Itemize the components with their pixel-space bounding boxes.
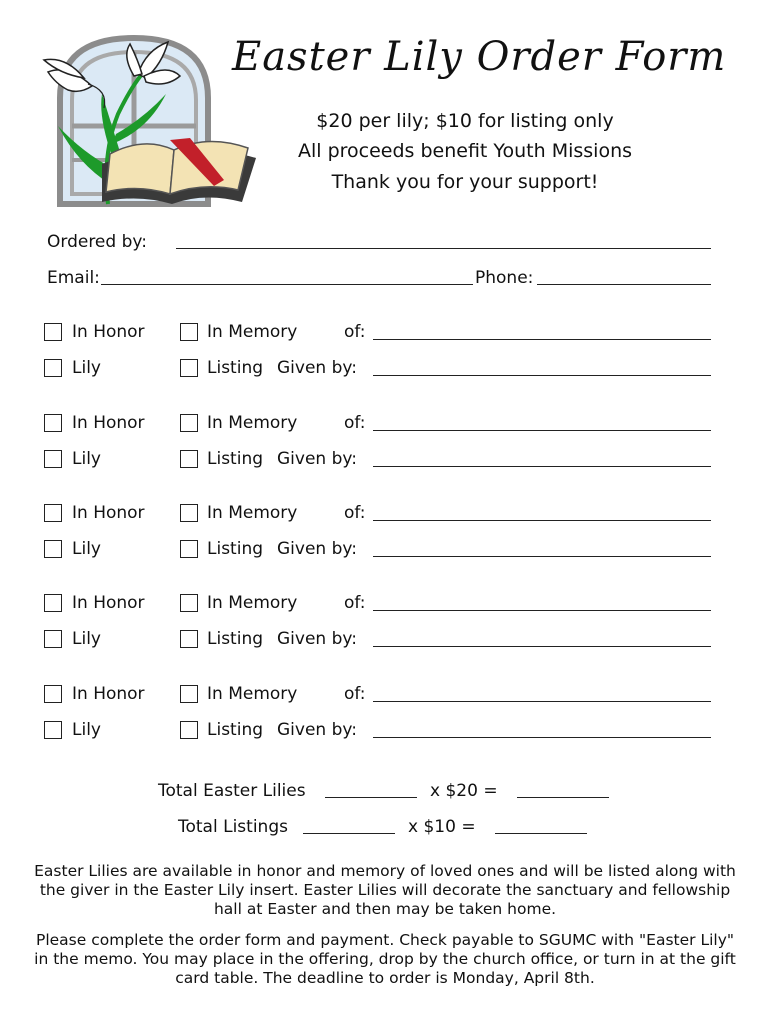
of-label: of: <box>344 413 366 433</box>
phone-field[interactable] <box>537 284 711 285</box>
given-by-label: Given by: <box>277 449 357 469</box>
phone-label: Phone: <box>475 268 534 288</box>
lily-label: Lily <box>72 629 101 649</box>
honoree-field[interactable] <box>373 520 711 521</box>
given-by-label: Given by: <box>277 720 357 740</box>
in-memory-label: In Memory <box>207 322 298 342</box>
in-memory-label: In Memory <box>207 503 298 523</box>
in-honor-label: In Honor <box>72 593 145 613</box>
in-memory-label: In Memory <box>207 593 298 613</box>
lilies-amount-field[interactable] <box>517 797 609 798</box>
lily-checkbox[interactable] <box>44 359 62 377</box>
given-by-label: Given by: <box>277 358 357 378</box>
honoree-field[interactable] <box>373 701 711 702</box>
listing-checkbox[interactable] <box>180 450 198 468</box>
proceeds-line: All proceeds benefit Youth Missions <box>297 140 633 162</box>
ordered-by-field[interactable] <box>176 248 711 249</box>
in-honor-checkbox[interactable] <box>44 323 62 341</box>
in-memory-checkbox[interactable] <box>180 414 198 432</box>
given-by-field[interactable] <box>373 466 711 467</box>
of-label: of: <box>344 593 366 613</box>
in-memory-checkbox[interactable] <box>180 504 198 522</box>
in-memory-checkbox[interactable] <box>180 685 198 703</box>
listing-label: Listing <box>207 449 264 469</box>
listing-label: Listing <box>207 629 264 649</box>
listing-checkbox[interactable] <box>180 721 198 739</box>
listing-label: Listing <box>207 539 264 559</box>
lily-label: Lily <box>72 449 101 469</box>
in-memory-checkbox[interactable] <box>180 594 198 612</box>
given-by-field[interactable] <box>373 556 711 557</box>
email-label: Email: <box>47 268 100 288</box>
lily-price-label: x $20 = <box>430 781 498 801</box>
listing-price-label: x $10 = <box>408 817 476 837</box>
of-label: of: <box>344 684 366 704</box>
in-honor-label: In Honor <box>72 322 145 342</box>
email-field[interactable] <box>101 284 473 285</box>
open-bible-icon <box>102 138 256 204</box>
lily-bible-illustration <box>38 34 260 214</box>
lily-checkbox[interactable] <box>44 721 62 739</box>
instructions-paragraph: Please complete the order form and payment. Check payable to SGUMC with "Easter Lily" in the memo. You may place in the offering, drop by the church office, or turn in at the gift card table. The deadline to order is Monday, April 8th. <box>34 931 736 987</box>
given-by-field[interactable] <box>373 646 711 647</box>
given-by-label: Given by: <box>277 539 357 559</box>
lily-label: Lily <box>72 539 101 559</box>
info-paragraph: Easter Lilies are available in honor and memory of loved ones and will be listed along with the giver in the Easter Lily insert. Easter Lilies will decorate the sanctuary and fellowship hall at Easter and then may be taken home. <box>34 862 736 918</box>
listing-label: Listing <box>207 358 264 378</box>
lily-checkbox[interactable] <box>44 630 62 648</box>
honoree-field[interactable] <box>373 610 711 611</box>
lily-label: Lily <box>72 720 101 740</box>
total-lilies-field[interactable] <box>325 797 417 798</box>
of-label: of: <box>344 503 366 523</box>
listings-amount-field[interactable] <box>495 833 587 834</box>
given-by-field[interactable] <box>373 375 711 376</box>
in-honor-checkbox[interactable] <box>44 685 62 703</box>
in-honor-label: In Honor <box>72 413 145 433</box>
pricing-line: $20 per lily; $10 for listing only <box>316 110 614 132</box>
honoree-field[interactable] <box>373 339 711 340</box>
in-honor-label: In Honor <box>72 503 145 523</box>
listing-checkbox[interactable] <box>180 540 198 558</box>
in-honor-checkbox[interactable] <box>44 414 62 432</box>
of-label: of: <box>344 322 366 342</box>
in-honor-checkbox[interactable] <box>44 594 62 612</box>
ordered-by-label: Ordered by: <box>47 232 147 252</box>
listing-checkbox[interactable] <box>180 359 198 377</box>
listing-checkbox[interactable] <box>180 630 198 648</box>
total-lilies-label: Total Easter Lilies <box>158 781 306 801</box>
form-title: Easter Lily Order Form <box>232 34 727 80</box>
given-by-label: Given by: <box>277 629 357 649</box>
total-listings-label: Total Listings <box>178 817 288 837</box>
lily-checkbox[interactable] <box>44 450 62 468</box>
thanks-line: Thank you for your support! <box>331 171 599 193</box>
in-memory-label: In Memory <box>207 413 298 433</box>
lily-label: Lily <box>72 358 101 378</box>
in-memory-checkbox[interactable] <box>180 323 198 341</box>
in-honor-checkbox[interactable] <box>44 504 62 522</box>
in-honor-label: In Honor <box>72 684 145 704</box>
in-memory-label: In Memory <box>207 684 298 704</box>
honoree-field[interactable] <box>373 430 711 431</box>
lily-checkbox[interactable] <box>44 540 62 558</box>
listing-label: Listing <box>207 720 264 740</box>
given-by-field[interactable] <box>373 737 711 738</box>
total-listings-field[interactable] <box>303 833 395 834</box>
